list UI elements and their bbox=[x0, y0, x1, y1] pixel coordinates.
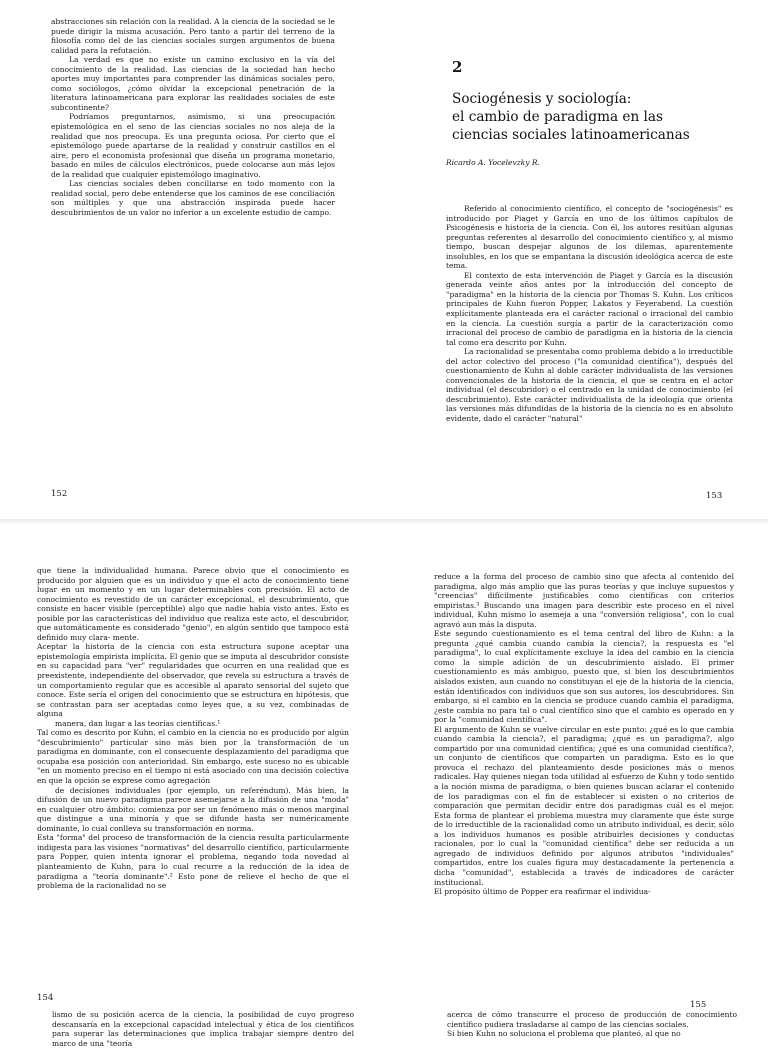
paragraph: Referido al conocimiento científico, el concepto de "sociogénesis" es introducido por Piaget y García en uno de los últimos capítulos de Psicogénesis e historia de la ciencia. Con él, los autores resitúan algunas preguntas referentes al desarrollo del conocimiento científico y, al mismo tiempo, buscan despejar algunos de los dilemas, aparentemente insolubles, en los que se empantana la discusión ideológica acerca de este tema. bbox=[446, 204, 733, 271]
paragraph: manera, dan lugar a las teorías científicas.¹ bbox=[55, 718, 221, 728]
page-152 bbox=[0, 0, 384, 519]
paragraph: de decisiones individuales (por ejemplo, un referéndum). Más bien, la difusión de un nuevo paradigma parece asemejarse a la difusión de una "moda" en cualquier otro ámbito; comienza por ser un fenómeno más o menos marginal que distingue a una minoría y que se difunde hasta ser numéricamente dominante, lo cual conlleva su transformación en norma. bbox=[37, 785, 349, 833]
paragraph: Podríamos preguntarnos, asimismo, si una preocupación epistemológica en el seno de las ciencias sociales no nos aleja de la realidad que nos preocupa. Es una pregunta ociosa. Por cierto que el epistemólogo puede apartarse de la realidad y construir castillos en el aire, pero el economista profesional que diseña un programa monetario, basado en miles de cálculos electrónicos, puede colocarse aun más lejos de la realidad que cualquier epistemólogo imaginativo. bbox=[51, 112, 335, 179]
paragraph: reduce a la forma del proceso de cambio sino que afecta al contenido del paradigma, algo más amplio que las puras teorías y que incluye supuestos y "creencias" difícilmente justificables como científicas con criterios empiristas.³ Buscando una imagen para describir este proceso en el nivel individual, Kuhn mismo lo asemeja a una "conversión religiosa", con lo cual agravó aun más la disputa. bbox=[434, 572, 734, 629]
paragraph: El argumento de Kuhn se vuelve circular en este punto: ¿qué es lo que cambia cuando cambia la ciencia?, el paradigma; ¿qué es un paradigma?, algo compartido por una comunidad científica; ¿qué es una comunidad científica?, un conjunto de científicos que comparten un paradigma. Esto es lo que provoca el rechazo del planteamiento desde posiciones más o menos radicales. Hay quienes niegan toda utilidad al esfuerzo de Kuhn y todo sentido a la noción misma de paradigma, o bien quienes buscan aclarar el contenido de los paradigmas con el fin de establecer si existen o no criterios de comparación que permitan decidir entre dos paradigmas cuál es el mejor. Esta forma de plantear el problema muestra muy claramente que éste surge de lo irreductible de la racionalidad como un atributo individual, es decir, sólo a los individuos humanos es posible atribuirles decisiones y conductas racionales, por lo cual la "comunidad científica" debe ser reducida a un agregado de individuos definido por algunos atributos "individuales" compartidos, entre los cuales figura muy destacadamente la pertenencia a dicha "comunidad", establecida a través de indicadores de carácter institucional. bbox=[434, 724, 734, 887]
paragraph: Este segundo cuestionamiento es el tema central del libro de Kuhn: a la pregunta ¿qué cambia cuando cambia la ciencia?, la respuesta es "el paradigma", lo cual explícitamente excluye la idea del cambio en la ciencia como la simple adición de un descubrimiento aislado. El primer cuestionamiento es más ambiguo, puesto que, si bien los descubrimientos aislados existen, aun cuando no constituyan el eje de la historia de la ciencia, están identificados con individuos que son sus autores, los descubridores. Sin embargo, si el cambio en la ciencia se produce cuando cambia el paradigma, ¿este cambia no para tal o cual científico sino que el cambio es operado en y por la "comunidad científica". bbox=[434, 629, 734, 725]
page-number: 155 bbox=[690, 1000, 707, 1010]
paragraph: que tiene la individualidad humana. Parece obvio que el conocimiento es producido por alguien que es un individuo y que el acto de conocimiento tiene lugar en un momento y en un lugar determinables con precisión. El acto de conocimiento es revestido de un carácter excepcional, el descubrimiento, que consiste en hacer visible (perceptible) algo que nadie había visto antes. Esto es posible por las características del individuo que realiza este acto, el descubridor, que automáticamente es considerado "genio", en algún sentido que tampoco está definido muy clara- mente. bbox=[37, 566, 349, 642]
paragraph: lismo de su posición acerca de la ciencia, la posibilidad de cuyo progreso descansaría en la excepcional capacidad intelectual y ética de los científicos para superar las determinaciones que implica trabajar siempre dentro del marco de una "teoría bbox=[52, 1010, 354, 1048]
page-153-text bbox=[446, 204, 733, 424]
page-154-text bbox=[37, 566, 349, 992]
paragraph: Si bien Kuhn no soluciona el problema que planteó, al que no bbox=[447, 1029, 681, 1039]
paragraph: acerca de cómo transcurre el proceso de producción de conocimiento científico pudiera trasladarse al campo de las ciencias sociales. bbox=[447, 1010, 737, 1029]
paragraph: Las ciencias sociales deben conciliarse en todo momento con la realidad social, pero debe entenderse que los caminos de ese conciliación son múltiples y que una abstracción inspirada puede hacer descubrimientos de un valor no inferior a un excelente estudio de campo. bbox=[51, 179, 335, 217]
paragraph: La verdad es que no existe un camino exclusivo en la vía del conocimiento de la realidad. Las ciencias de la sociedad han hecho aportes muy importantes para comprender las dinámicas sociales pero, como sociólogos, ¿cómo olvidar la excepcional penetración de la literatura latinoamericana para explorar las realidades sociales de este subcontinente? bbox=[51, 55, 335, 112]
chapter-number: 2 bbox=[452, 58, 463, 76]
paragraph: Esta "forma" del proceso de transformación de la ciencia resulta particularmente indigesta para las visiones "normativas" del desarrollo científico, particularmente para Popper, quien intenta ignorar el problema, negando toda novedad al planteamiento de Kuhn, para lo cual recurre a la reducción de la idea de paradigma a "teoría dominante".² Esto pone de relieve el hecho de que el problema de la racionalidad no se bbox=[37, 833, 349, 891]
paragraph: El contexto de esta intervención de Piaget y García es la discusión generada veinte años antes por la introducción del concepto de "paradigma" en la historia de la ciencia por Thomas S. Kuhn. Los críticos principales de Kuhn fueron Popper, Lakatos y Feyerabend. La cuestión explícitamente planteada era el carácter racional o irracional del cambio en la ciencia. La cuestión surgía a partir de la caracterización como irracional del proceso de cambio de paradigma en la historia de la ciencia tal como era descrito por Kuhn. bbox=[446, 270, 733, 347]
scan-fold bbox=[0, 519, 768, 526]
chapter-title-line: el cambio de paradigma en las bbox=[452, 109, 663, 126]
page-number: 153 bbox=[706, 491, 723, 501]
page-155-text bbox=[434, 572, 734, 997]
paragraph: La racionalidad se presentaba como problema debido a lo irreductible del actor colectivo del proceso ("la comunidad científica"), después del cuestionamiento de Kuhn al doble carácter individualista de las versiones convencionales de la historia de la ciencia, el que se centra en el actor individual (el descubridor) o el centrado en la unidad de conocimiento (el descubrimiento). Este carácter individualista de la ideología que orienta las versiones más difundidas de la historia de la ciencia no es en absoluto evidente, dado el carácter "natural" bbox=[446, 347, 733, 424]
paragraph: Aceptar la historia de la ciencia con esta estructura supone aceptar una epistemología empirista implícita. El genio que se imputa al descubridor consiste en su capacidad para "ver" regularidades que ocurren en una realidad que es preexistente, independiente del observador, que revela su estructura a través de un comportamiento regular que es accesible al aparato sensorial del sujeto que conoce. Este sería el origen del conocimiento que se estructura en hipótesis, que se contrastan para ser aceptadas como leyes que, a su vez, combinadas de alguna bbox=[37, 642, 349, 719]
page-number: 152 bbox=[51, 489, 68, 499]
chapter-title-line: ciencias sociales latinoamericanas bbox=[452, 127, 690, 144]
page-157-text bbox=[447, 1010, 737, 1039]
author-name: Ricardo A. Yocelevzky R. bbox=[446, 158, 540, 167]
page-152-text bbox=[51, 17, 335, 217]
paragraph: El propósito último de Popper era reafirmar el individua- bbox=[434, 887, 651, 897]
paragraph: Tal como es descrito por Kuhn, el cambio en la ciencia no es producido por algún "descubrimiento" particular sino más bien por la transformación de un paradigma en dominante, con el consecuente desplazamiento del paradigma que ocupaba esa posición con anterioridad. Sin embargo, este suceso no es ubicable "en un momento preciso en el tiempo ni está asociado con una decisión colectiva en que la opción se exprese como agregación bbox=[37, 728, 349, 786]
page-156-text bbox=[52, 1010, 354, 1048]
chapter-title-line: Sociogénesis y sociología: bbox=[452, 91, 632, 107]
page-number: 154 bbox=[37, 993, 54, 1003]
chapter-title bbox=[452, 90, 742, 145]
paragraph: abstracciones sin relación con la realidad. A la ciencia de la sociedad se le puede dirigir la misma acusación. Pero tanto a partir del terreno de la filosofía como del de las ciencias sociales surgen argumentos de buena calidad para la refutación. bbox=[51, 17, 335, 55]
